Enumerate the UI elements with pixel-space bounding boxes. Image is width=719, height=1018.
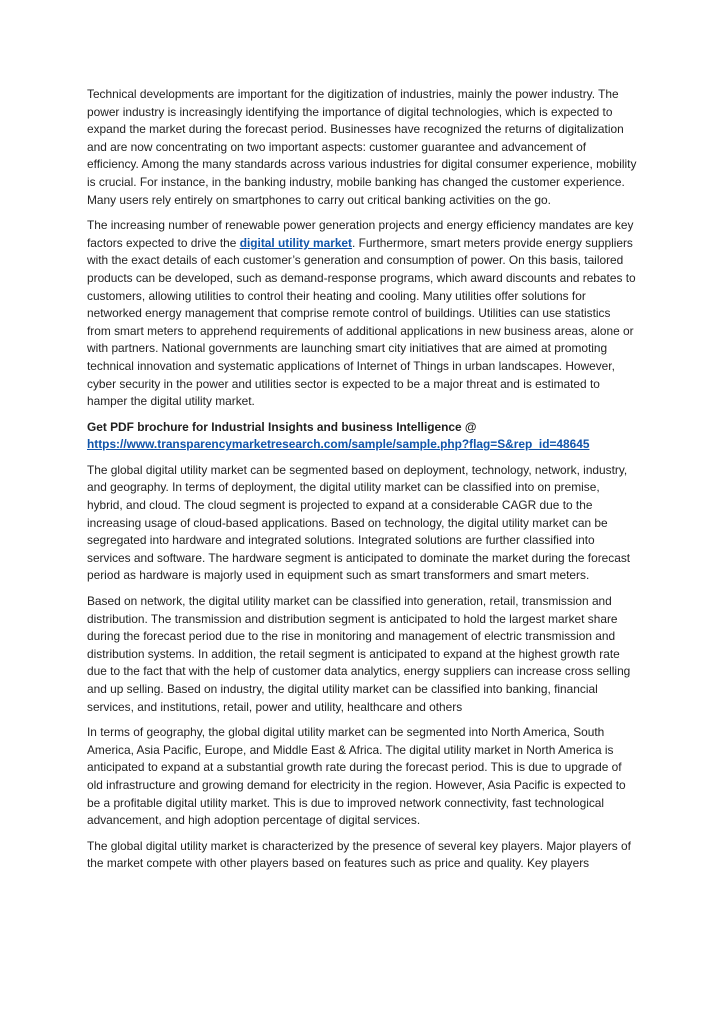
brochure-heading: Get PDF brochure for Industrial Insights and business Intelligence @: [87, 419, 477, 434]
paragraph-drivers: [87, 217, 637, 411]
paragraph-drivers-text-1: The increasing number of renewable power generation projects and energy efficiency mandates are key factors expected to drive the: [87, 218, 634, 250]
paragraph-drivers-text-2: . Furthermore, smart meters provide energy suppliers with the exact details of each customer’s generation and consumption of power. On this basis, tailored products can be developed, such as demand-response programs, which award discounts and rebates to customers, allowing utilities to control their heating and cooling. Many utilities offer solutions for networked energy management that comprise remote control of buildings. Utilities can use statistics from smart meters to apprehend requirements of additional applications in new business areas, alone or with partners. National governments are launching smart city initiatives that are aimed at promoting technical innovation and systematic applications of Internet of Things in urban landscapes. However, cyber security in the power and utilities sector is expected to be a major threat and is estimated to hamper the digital utility market.: [87, 235, 636, 409]
paragraph-geography: In terms of geography, the global digital utility market can be segmented into North America, South America, Asia Pacific, Europe, and Middle East & Africa. The digital utility market in North America is anticipated to expand at a substantial growth rate during the forecast period. This is due to upgrade of old infrastructure and growing demand for electricity in the region. However, Asia Pacific is expected to be a profitable digital utility market. This is due to improved network connectivity, fast technological advancement, and high adoption percentage of digital services.: [87, 725, 626, 828]
paragraph-key-players: The global digital utility market is characterized by the presence of several key players. Major players of the market compete with other players based on features such as price and quality. Key players: [87, 838, 631, 871]
brochure-link-line: [87, 436, 637, 454]
paragraph-intro: Technical developments are important for the digitization of industries, mainly the power industry. The power industry is increasingly identifying the importance of digital technologies, which is expected to expand the market during the forecast period. Businesses have recognized the returns of digitalization and are now concentrating on two important aspects: customer guarantee and advancement of efficiency. Among the many standards across various industries for digital consumer experience, mobility is crucial. For instance, in the banking industry, mobile banking has changed the customer experience. Many users rely entirely on smartphones to carry out critical banking activities on the go.: [87, 87, 637, 207]
brochure-link[interactable]: https://www.transparencymarketresearch.com/sample/sample.php?flag=S&rep_id=48645: [87, 437, 590, 452]
digital-utility-market-link[interactable]: digital utility market: [239, 235, 353, 250]
document-page: [87, 86, 637, 881]
paragraph-segmentation: The global digital utility market can be segmented based on deployment, technology, network, industry, and geography. In terms of deployment, the digital utility market can be classified into on premise, hybrid, and cloud. The cloud segment is projected to expand at a considerable CAGR due to the increasing usage of cloud-based applications. Based on technology, the digital utility market can be segregated into hardware and integrated solutions. Integrated solutions are further classified into services and software. The hardware segment is anticipated to dominate the market during the forecast period as hardware is majorly used in equipment such as smart transformers and smart meters.: [87, 462, 631, 583]
paragraph-network: Based on network, the digital utility market can be classified into generation, retail, transmission and distribution. The transmission and distribution segment is anticipated to hold the largest market share during the forecast period due to the rise in monitoring and management of electric transmission and distribution systems. In addition, the retail segment is anticipated to expand at the highest growth rate due to the fact that with the help of customer data analytics, energy suppliers can increase cross selling and up selling. Based on industry, the digital utility market can be classified into banking, financial services, and institutions, retail, power and utility, healthcare and others: [87, 594, 631, 714]
